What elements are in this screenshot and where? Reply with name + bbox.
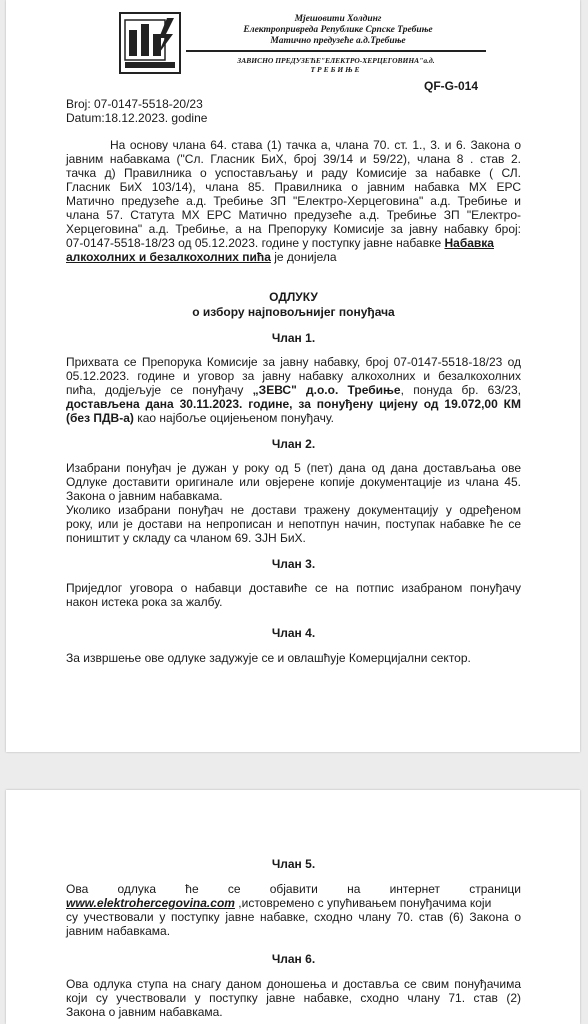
document-number: Broj: 07-0147-5518-20/23 xyxy=(66,97,203,111)
document-date: Datum:18.12.2023. godine xyxy=(66,111,208,125)
document-code: QF-G-014 xyxy=(423,79,478,93)
text-line: након истека рока за жалбу. xyxy=(66,595,223,609)
text-line: Херцеговина" а.д. Требиње, а на Препоруку Комисије за јавну набавку број: xyxy=(66,222,521,236)
decision-subtitle: о избору најповољнијег понуђача xyxy=(192,305,395,319)
text-span: као најбоље оцијењеном понуђачу. xyxy=(133,411,334,425)
subsidiary-name xyxy=(186,56,486,74)
bidder-name: „ЗЕВС" д.о.о. Требиње xyxy=(252,383,401,397)
text-span: пића, додјељује се понуђачу xyxy=(66,383,253,397)
text-span: је донијела xyxy=(270,250,337,264)
text-line xyxy=(66,896,521,910)
document-page-2 xyxy=(6,790,580,1024)
text-line: Закона о јавним набавкама. xyxy=(66,1005,223,1019)
subsidiary-city: ТРЕБИЊЕ xyxy=(310,65,362,74)
text-line: Матично предузеће а.д. Требиње ЗП "Електро-Херцеговина" а.д. Требиње и xyxy=(66,194,521,208)
text-span: ,истовремено с упућивањем понуђачима који xyxy=(234,896,492,910)
decision-title: ОДЛУКУ xyxy=(269,290,318,304)
text-line: Гласник БиХ 103/14), члана 85. Правилника о јавним набавка МХ ЕРС xyxy=(66,180,521,194)
text-line: Закона о јавним набавкама. xyxy=(66,489,223,503)
text-span: 07-0147-5518-18/23 од 05.12.2023. године у поступку јавне набавке xyxy=(66,236,442,250)
procurement-title: алкохолних и безалкохолних пића xyxy=(66,250,271,264)
text-line: Прихвата се Препорука Комисије за јавну набавку, број 07-0147-5518-18/23 од xyxy=(66,355,521,369)
procurement-title: Набавка xyxy=(444,236,494,250)
text-line: тачка д) Правилника о успостављању и раду Комисије за набавке ( СЛ. xyxy=(66,166,521,180)
article-4-heading: Члан 4. xyxy=(271,626,316,640)
org-line: Електропривреда Републике Српске Требиње xyxy=(243,25,433,35)
text-line: На основу члана 64. става (1) тачка а, члана 70. ст. 1., 3. и 6. Закона о xyxy=(110,138,521,152)
header-divider xyxy=(186,50,486,52)
text-line: року, или је достави на непрописан и непотпун начин, поступак набавке ће се xyxy=(66,517,521,531)
website-link[interactable]: www.elektrohercegovina.com xyxy=(66,896,235,910)
article-4-body: За извршење ове одлуке задужује се и овлашћује Комерцијални сектор. xyxy=(66,651,471,665)
company-logo-icon xyxy=(119,12,181,74)
article-1-heading: Члан 1. xyxy=(271,331,316,345)
text-line: Ова одлука ће се објавити на интернет страници xyxy=(66,882,521,896)
org-line: Мјешовити Холдинг xyxy=(294,14,382,24)
text-line: јавним набавкама ("Сл. Гласник БиХ, број 39/14 и 59/22), члана 8 . став 2. xyxy=(66,152,521,166)
text-line: Ова одлука ступа на снагу даном доношења и доставља се свим понуђачима xyxy=(66,977,521,991)
text-line: који су учествовали у поступку јавне набавке, сходно члану 71. став (2) xyxy=(66,991,521,1005)
text-line: Одлуке доставити оригинале или овјерене копије документације из члана 45. xyxy=(66,475,521,489)
text-line xyxy=(66,250,521,264)
subsidiary-line: ЗАВИСНО ПРЕДУЗЕЋЕ"ЕЛЕКТРО-ХЕРЦЕГОВИНА"а.д. xyxy=(237,56,435,65)
document-page-1 xyxy=(6,0,580,752)
text-line xyxy=(66,383,521,397)
text-line: јавним набавкама. xyxy=(66,924,171,938)
article-2-heading: Члан 2. xyxy=(271,437,316,451)
letterhead xyxy=(6,0,580,80)
text-line xyxy=(66,236,526,250)
organization-name xyxy=(188,14,488,47)
text-line: Приједлог уговора о набавци доставиће се на потпис изабраном понуђачу xyxy=(66,581,521,595)
text-line: су учествовали у поступку јавне набавке, сходно члану 70. став (6) Закона о xyxy=(66,910,521,924)
org-line: Матично предузеће а.д.Требиње xyxy=(270,36,406,46)
text-span: (без ПДВ-а) xyxy=(66,411,134,425)
text-line: достављена дана 30.11.2023. године, за понуђену цијену од 19.072,00 КМ xyxy=(66,397,521,411)
text-line: Уколико изабрани понуђач не достави тражену документацију у одређеном xyxy=(66,503,521,517)
article-5-heading: Члан 5. xyxy=(271,857,316,871)
article-3-heading: Члан 3. xyxy=(271,557,316,571)
article-6-heading: Члан 6. xyxy=(271,952,316,966)
text-span: , понуда бр. 63/23, xyxy=(400,383,522,397)
text-line: поништит у складу са чланом 69. ЗЈН БиХ. xyxy=(66,531,306,545)
text-line: члана 57. Статута МХ ЕРС Матично предузеће а.д. Требиње ЗП "Електро- xyxy=(66,208,521,222)
text-line: Изабрани понуђач је дужан у року од 5 (пет) дана од дана достављања ове xyxy=(66,461,521,475)
text-line xyxy=(66,411,521,425)
text-line: 05.12.2023. године и уговор за јавну набавку алкохолних и безалкохолних xyxy=(66,369,521,383)
